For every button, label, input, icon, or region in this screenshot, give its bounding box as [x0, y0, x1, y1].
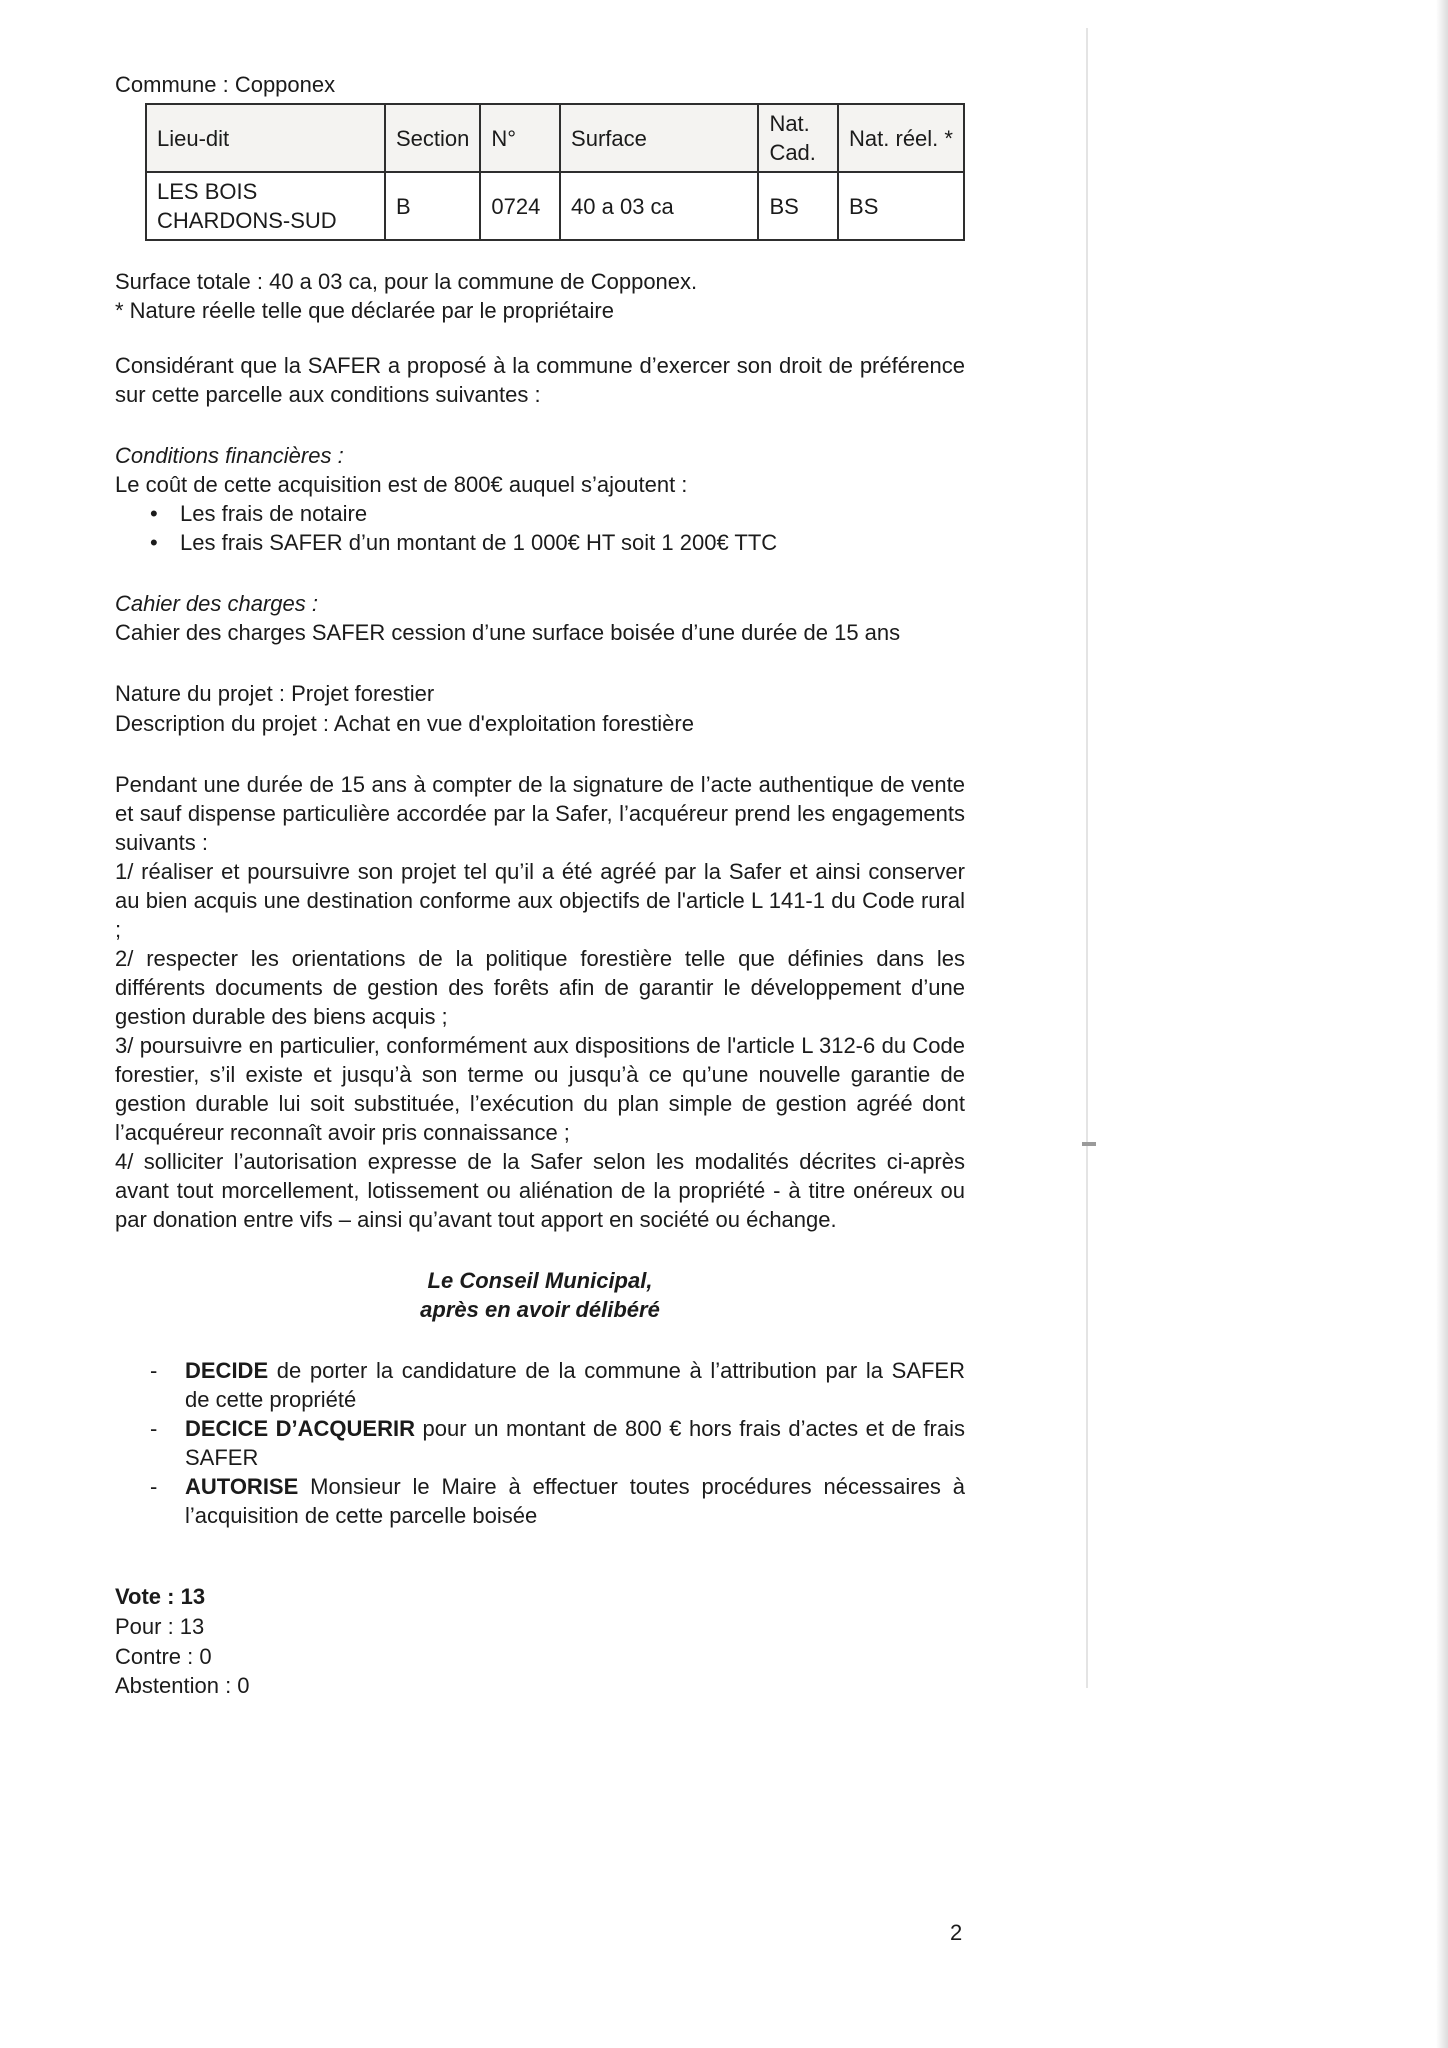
engagement-paragraph-2: 2/ respecter les orientations de la politique forestière telle que définies dans les différents documents de gestion des forêts afin de garantir le développement d’une gestion durable des biens acquis ; — [115, 945, 965, 1029]
col-header-surface: Surface — [560, 104, 758, 172]
engagement-paragraph-1: 1/ réaliser et poursuivre son projet tel qu’il a été agréé par la Safer et ainsi conserver au bien acquis une destination conforme aux objectifs de l'article L 141-1 du Code rural ; — [115, 858, 965, 942]
col-header-nat-reel: Nat. réel. * — [838, 104, 964, 172]
contre-line: Contre : 0 — [115, 1643, 212, 1669]
bullet-icon: • — [150, 501, 158, 527]
surface-totale-line: Surface totale : 40 a 03 ca, pour la commune de Copponex. — [115, 269, 698, 295]
vote-line: Vote : 13 — [115, 1584, 206, 1610]
conseil-municipal-line: Le Conseil Municipal, — [427, 1268, 653, 1294]
decision-rest: pour un montant de 800 € hors frais d’actes et de frais SAFER — [185, 1416, 966, 1471]
nature-note: * Nature réelle telle que déclarée par le propriétaire — [115, 298, 614, 324]
decision-rest: Monsieur le Maire à effectuer toutes procédures nécessaires à l’acquisition de cette parcelle boisée — [185, 1474, 965, 1529]
engagement-paragraph-3: 3/ poursuivre en particulier, conformément aux dispositions de l'article L 312-6 du Code forestier, s’il existe et jusqu’à son terme ou jusqu’à ce qu’une nouvelle garantie de gestion durable lui soit substituée, l’exécution du plan simple de gestion agréé dont l’acquéreur reconnaît avoir pris connaissance ; — [115, 1032, 965, 1145]
page-content — [115, 70, 965, 1701]
decision-lead: AUTORISE — [185, 1474, 299, 1500]
dash-icon: - — [150, 1358, 158, 1384]
decision-rest: de porter la candidature de la commune à l’attribution par la SAFER de cette propriété — [185, 1358, 965, 1413]
dash-icon: - — [150, 1474, 158, 1500]
col-header-nat-cad: Nat. Cad. — [758, 104, 838, 172]
decision-text — [185, 1472, 965, 1530]
cell-surface: 40 a 03 ca — [560, 172, 758, 240]
decision-lead: DECIDE — [185, 1358, 269, 1384]
decision-item — [115, 1356, 965, 1414]
abstention-line: Abstention : 0 — [115, 1673, 250, 1699]
bullet-text: Les frais de notaire — [180, 501, 368, 527]
list-item — [115, 499, 965, 528]
dash-icon: - — [150, 1416, 158, 1442]
cahier-des-charges-text: Cahier des charges SAFER cession d’une surface boisée d’une durée de 15 ans — [115, 620, 901, 646]
vote-block — [115, 1582, 965, 1701]
cahier-des-charges-heading: Cahier des charges : — [115, 591, 318, 617]
scan-artifact-line — [1086, 28, 1088, 1688]
cell-nat-cad: BS — [758, 172, 838, 240]
pour-line: Pour : 13 — [115, 1613, 205, 1639]
decision-text — [185, 1356, 965, 1414]
cell-lieu-dit: LES BOIS CHARDONS-SUD — [146, 172, 385, 240]
cell-section: B — [385, 172, 480, 240]
conditions-financieres-heading: Conditions financières : — [115, 443, 344, 469]
scan-edge-artifact — [1436, 0, 1448, 2048]
decision-item — [115, 1472, 965, 1530]
bullet-icon: • — [150, 530, 158, 556]
cell-nat-reel: BS — [838, 172, 964, 240]
page-number: 2 — [950, 1920, 963, 1945]
apres-delibere-line: après en avoir délibéré — [420, 1297, 660, 1323]
decision-text — [185, 1414, 965, 1472]
cell-numero: 0724 — [480, 172, 560, 240]
scan-artifact-dash — [1082, 1142, 1096, 1146]
table-row — [146, 172, 964, 240]
commune-heading: Commune : Copponex — [115, 72, 336, 97]
engagements-intro-paragraph: Pendant une durée de 15 ans à compter de la signature de l’acte authentique de vente et sauf dispense particulière accordée par la Safer, l’acquéreur prend les engagements suivants : — [115, 771, 965, 855]
col-header-section: Section — [385, 104, 480, 172]
parcel-table-header — [146, 104, 964, 172]
nature-projet-line: Nature du projet : Projet forestier — [115, 681, 435, 707]
decisions-list — [115, 1356, 965, 1530]
col-header-lieu-dit: Lieu-dit — [146, 104, 385, 172]
parcel-table — [145, 103, 965, 241]
description-projet-line: Description du projet : Achat en vue d'exploitation forestière — [115, 710, 694, 736]
engagement-paragraph-4: 4/ solliciter l’autorisation expresse de la Safer selon les modalités décrites ci-après avant tout morcellement, lotissement ou aliénation de la propriété - à titre onéreux ou par donation entre vifs – ainsi qu’avant tout apport en société ou échange. — [115, 1148, 965, 1232]
considerant-paragraph: Considérant que la SAFER a proposé à la commune d’exercer son droit de préférence sur cette parcelle aux conditions suivantes : — [115, 353, 965, 408]
bullet-text: Les frais SAFER d’un montant de 1 000€ HT soit 1 200€ TTC — [180, 530, 778, 556]
decision-item — [115, 1414, 965, 1472]
list-item — [115, 528, 965, 557]
col-header-numero: N° — [480, 104, 560, 172]
decision-lead: DECICE D’ACQUERIR — [185, 1416, 415, 1442]
conditions-intro: Le coût de cette acquisition est de 800€ auquel s’ajoutent : — [115, 472, 688, 498]
